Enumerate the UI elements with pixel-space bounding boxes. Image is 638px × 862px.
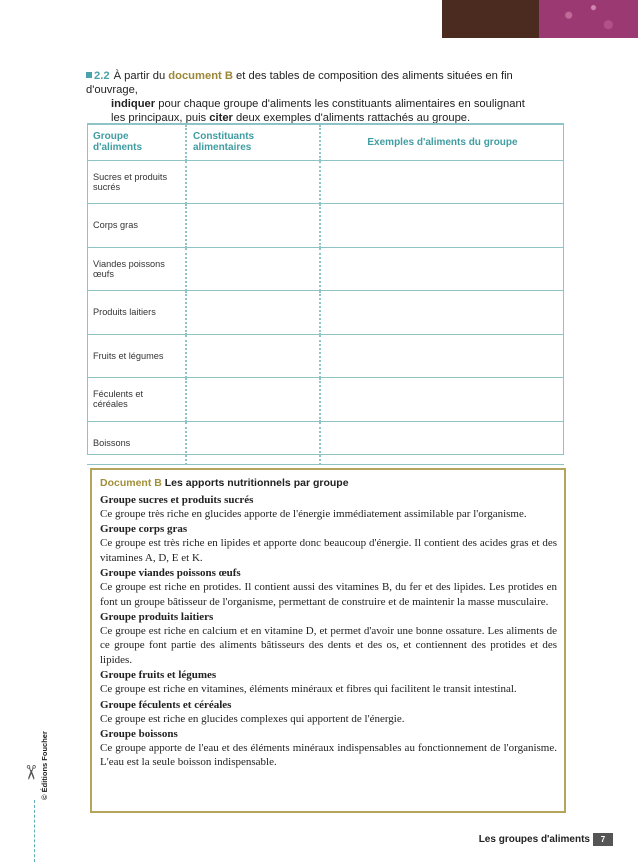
- constituents-cell[interactable]: [186, 421, 320, 465]
- question-text: les principaux, puis: [111, 112, 210, 124]
- page-number: 7: [593, 833, 613, 846]
- examples-cell[interactable]: [320, 334, 564, 378]
- section-text: Ce groupe apporte de l'eau et des éléments minéraux indispensables au fonctionnement de l'organisme. L'eau est la seule boisson indispensable.: [100, 742, 557, 769]
- section-title: Groupe féculents et céréales: [100, 698, 232, 711]
- section-text: Ce groupe est riche en vitamines, éléments minéraux et fibres qui facilitent le transit intestinal.: [100, 683, 517, 696]
- examples-cell[interactable]: [320, 291, 564, 335]
- group-name: Produits laitiers: [87, 291, 186, 335]
- group-name: Corps gras: [87, 204, 186, 248]
- constituents-cell[interactable]: [186, 247, 320, 291]
- section-title: Groupe corps gras: [100, 523, 188, 536]
- question-text: et des tables de composition des aliments situées en fin d'ouvrage,: [86, 70, 513, 96]
- section-title: Groupe sucres et produits sucrés: [100, 494, 254, 506]
- constituents-cell[interactable]: [186, 378, 320, 422]
- header-band-brown: [442, 0, 539, 38]
- document-ref: document B: [168, 70, 233, 82]
- section-text: Ce groupe très riche en glucides apporte de l'énergie immédiatement assimilable par l'organisme.: [100, 508, 527, 520]
- table-header-row: [87, 125, 564, 160]
- constituents-cell[interactable]: [186, 160, 320, 204]
- constituents-cell[interactable]: [186, 334, 320, 378]
- section-title: Groupe fruits et légumes: [100, 669, 217, 682]
- cut-line: [34, 800, 35, 862]
- table-row: [87, 160, 564, 204]
- instruction-verb: indiquer: [111, 98, 156, 110]
- table-row: [87, 378, 564, 422]
- examples-cell[interactable]: [320, 204, 564, 248]
- column-header: Groupe d'aliments: [87, 125, 186, 160]
- section-title: Groupe boissons: [100, 728, 178, 741]
- column-header: Exemples d'aliments du groupe: [320, 125, 564, 160]
- document-b-box: [90, 468, 566, 813]
- constituents-cell[interactable]: [186, 204, 320, 248]
- section-title: Groupe produits laitiers: [100, 611, 214, 624]
- column-header: Constituants alimentaires: [186, 125, 320, 160]
- group-name: Sucres et produits sucrés: [87, 160, 186, 204]
- group-name: Boissons: [87, 421, 186, 465]
- table-row: [87, 291, 564, 335]
- group-name: Fruits et légumes: [87, 334, 186, 378]
- bullet-square-icon: [86, 72, 92, 78]
- section-text: Ce groupe est riche en protides. Il contient aussi des vitamines B, du fer et des lipides. Les protides en font un groupe bâtisseur de l'organisme, permettant de construire et de maintenir la masse musculaire.: [100, 581, 557, 608]
- question-number: 2.2: [94, 70, 110, 82]
- question-block: [86, 69, 566, 125]
- table-row: [87, 421, 564, 465]
- question-text: pour chaque groupe d'aliments les constituants alimentaires en soulignant: [155, 98, 525, 110]
- examples-cell[interactable]: [320, 247, 564, 291]
- instruction-verb: citer: [209, 112, 233, 124]
- table-row: [87, 204, 564, 248]
- document-heading: [100, 477, 557, 489]
- examples-cell[interactable]: [320, 378, 564, 422]
- document-title: Les apports nutritionnels par groupe: [164, 477, 349, 489]
- document-label: Document B: [100, 477, 162, 489]
- copyright-text: © Éditions Foucher: [40, 731, 49, 800]
- constituents-cell[interactable]: [186, 291, 320, 335]
- table-row: [87, 334, 564, 378]
- question-text: À partir du: [113, 70, 169, 82]
- section-title: Groupe viandes poissons œufs: [100, 567, 241, 580]
- scissors-icon: ✂: [18, 764, 41, 781]
- group-name: Viandes poissons œufs: [87, 247, 186, 291]
- section-text: Ce groupe est très riche en lipides et apporte donc beaucoup d'énergie. Il contient des acides gras et des vitamines A, D, E et K.: [100, 537, 557, 564]
- header-band-pink: [539, 0, 638, 38]
- section-text: Ce groupe est riche en glucides complexes qui apportent de l'énergie.: [100, 712, 405, 725]
- question-text: deux exemples d'aliments rattachés au groupe.: [232, 112, 471, 124]
- examples-cell[interactable]: [320, 160, 564, 204]
- group-name: Féculents et céréales: [87, 378, 186, 422]
- table-row: [87, 247, 564, 291]
- footer-title: Les groupes d'aliments: [478, 834, 590, 845]
- food-groups-table: [87, 125, 564, 465]
- section-text: Ce groupe est riche en calcium et en vitamine D, et permet d'avoir une bonne ossature. Les aliments de ce groupe font partie des aliments bâtisseurs des dents et des os, et contiennent des protides et des lipides.: [100, 625, 557, 666]
- examples-cell[interactable]: [320, 421, 564, 465]
